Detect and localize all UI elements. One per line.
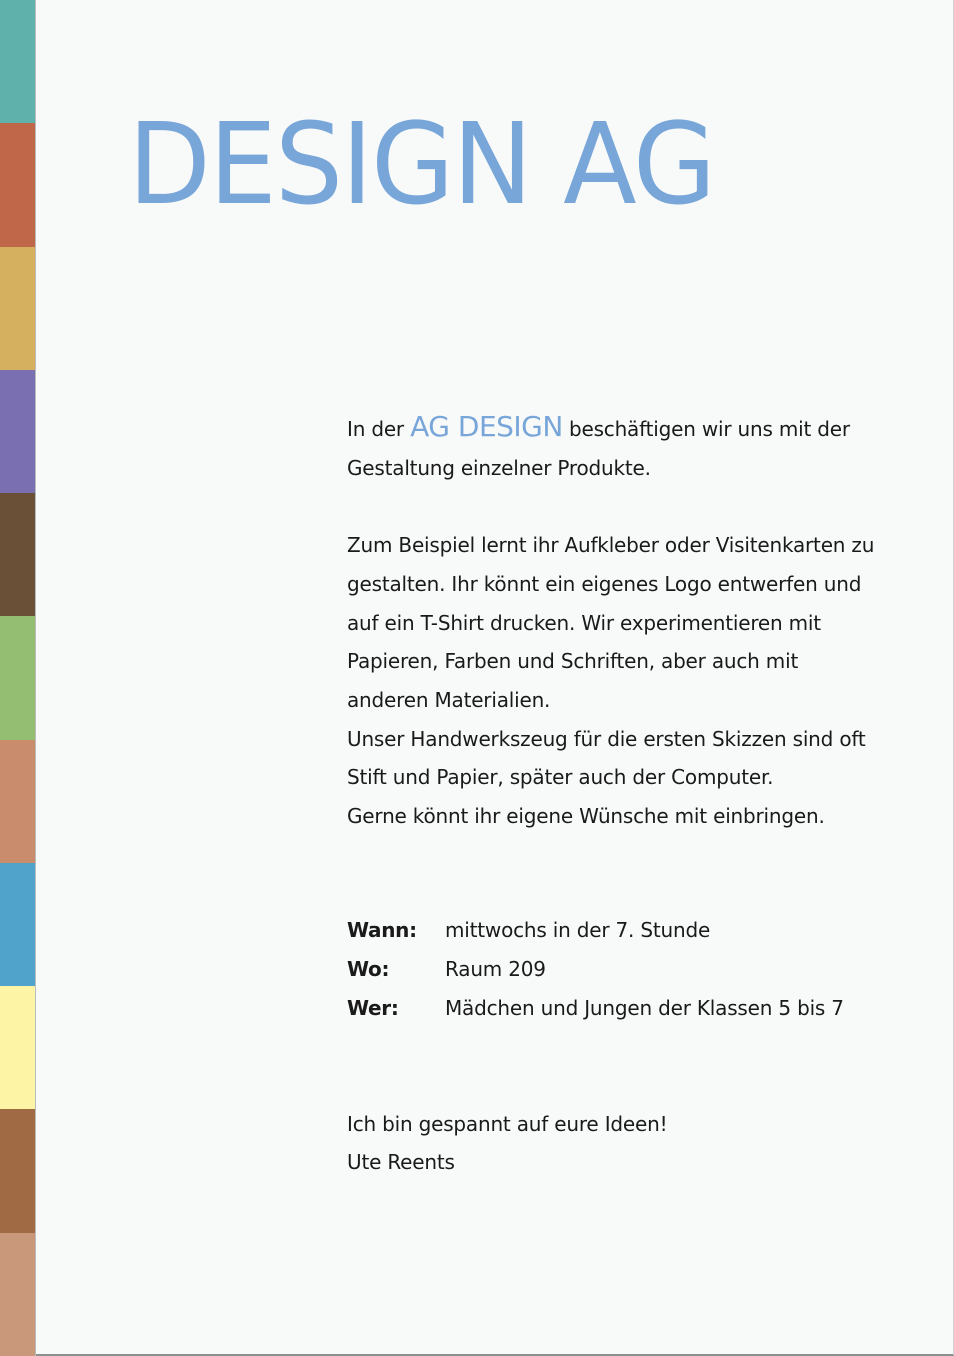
paragraph-line: Gerne könnt ihr eigene Wünsche mit einbringen.	[347, 804, 825, 829]
paragraph-line: Unser Handwerkszeug für die ersten Skizzen sind oft	[347, 726, 866, 751]
color-swatch	[0, 616, 35, 739]
paragraph-line: Zum Beispiel lernt ihr Aufkleber oder Visitenkarten zu	[347, 533, 875, 558]
color-swatch	[0, 123, 35, 246]
intro-highlight: AG DESIGN	[410, 410, 563, 443]
color-swatch	[0, 740, 35, 863]
info-value: Raum 209	[445, 957, 546, 981]
page-title: DESIGN AG	[128, 100, 715, 230]
intro-after: beschäftigen wir uns mit der	[562, 417, 850, 441]
color-swatch	[0, 493, 35, 616]
paragraph-line: gestalten. Ihr könnt ein eigenes Logo entwerfen und	[347, 571, 862, 596]
signature: Ute Reents	[347, 1150, 455, 1174]
paragraph-line: auf ein T-Shirt drucken. Wir experimentieren mit	[347, 610, 821, 635]
color-swatch	[0, 986, 35, 1109]
info-label: Wer:	[347, 996, 399, 1020]
closing-line: Ich bin gespannt auf eure Ideen!	[347, 1112, 668, 1136]
paragraph-line: Papieren, Farben und Schriften, aber auch mit	[347, 649, 799, 674]
color-swatch	[0, 1109, 35, 1232]
info-value: Mädchen und Jungen der Klassen 5 bis 7	[445, 996, 844, 1020]
intro-line-2: Gestaltung einzelner Produkte.	[347, 455, 651, 480]
color-swatch	[0, 370, 35, 493]
paragraph-line: anderen Materialien.	[347, 687, 551, 712]
paragraph-line: Stift und Papier, später auch der Computer.	[347, 765, 774, 790]
info-label: Wann:	[347, 918, 417, 942]
color-swatch	[0, 863, 35, 986]
color-stripe	[0, 0, 36, 1356]
intro-line-1	[347, 408, 907, 449]
info-label: Wo:	[347, 957, 390, 981]
color-swatch	[0, 247, 35, 370]
closing	[347, 1105, 667, 1181]
info-value: mittwochs in der 7. Stunde	[445, 918, 711, 942]
color-swatch	[0, 0, 35, 123]
body-text	[347, 408, 907, 836]
color-swatch	[0, 1233, 35, 1356]
intro-before: In der	[347, 417, 411, 441]
